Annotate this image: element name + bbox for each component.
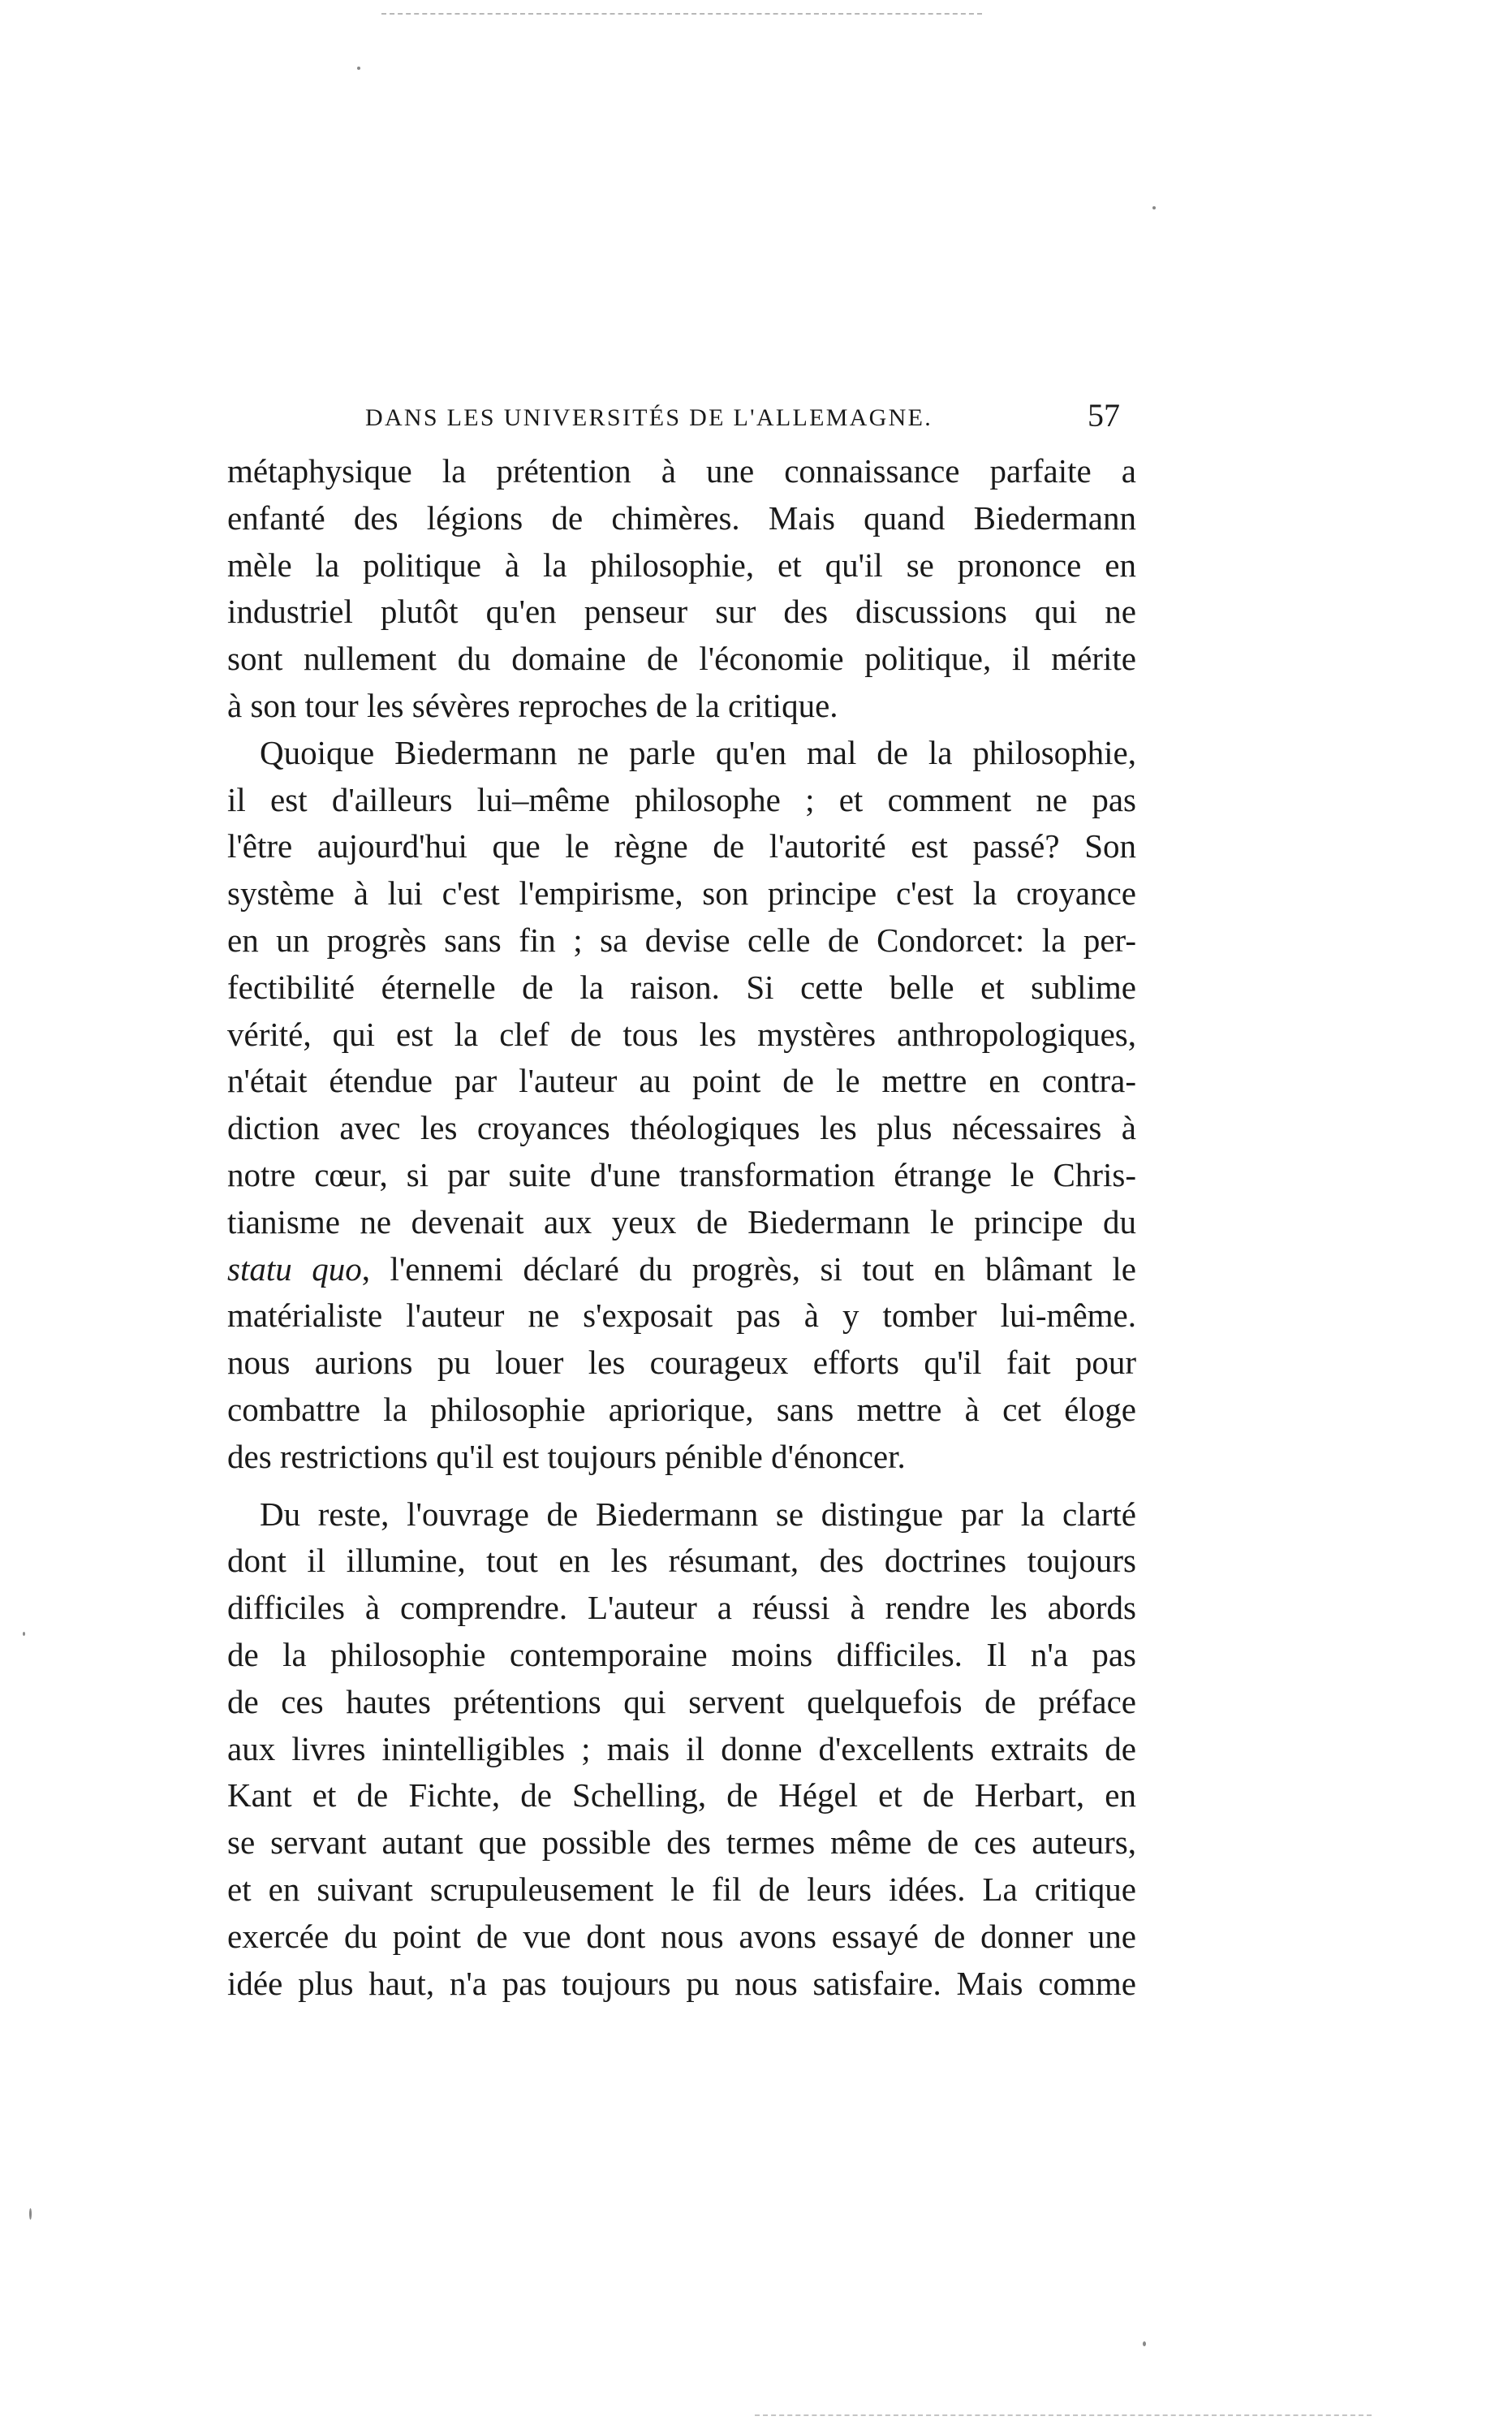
text-line: combattre la philosophie apriorique, sans mettre à cet éloge xyxy=(227,1390,1136,1428)
text-line: nous aurions pu louer les courageux efforts qu'il fait pour xyxy=(227,1344,1136,1382)
text-line: il est d'ailleurs lui–même philosophe ; et comment ne pas xyxy=(227,780,1136,818)
text-line: en un progrès sans fin ; sa devise celle de Condorcet: la per- xyxy=(227,921,1136,959)
line-text: , l'ennemi déclaré du progrès, si tout en blâmant le xyxy=(361,1249,1136,1288)
paragraph xyxy=(227,448,1136,730)
scan-artifact-bottom-rule xyxy=(755,2414,1372,2416)
text-line: Du reste, l'ouvrage de Biedermann se distingue par la clarté xyxy=(260,1495,1136,1533)
scan-speck xyxy=(1143,2341,1146,2346)
text-line: n'était étendue par l'auteur au point de le mettre en contra- xyxy=(227,1062,1136,1100)
paragraph xyxy=(227,1491,1136,2008)
scan-speck xyxy=(357,67,360,70)
italic-phrase: statu quo xyxy=(227,1249,362,1288)
paragraph xyxy=(227,730,1136,1481)
scan-speck xyxy=(23,1632,25,1636)
scan-speck xyxy=(29,2208,32,2220)
text-line: Quoique Biedermann ne parle qu'en mal de la philosophie, xyxy=(260,733,1136,771)
scan-speck xyxy=(1152,206,1156,209)
text-line: exercée du point de vue dont nous avons essayé de donner une xyxy=(227,1917,1136,1955)
body-text xyxy=(227,448,1136,2007)
text-line: aux livres inintelligibles ; mais il donne d'excellents extraits de xyxy=(227,1729,1136,1767)
text-line xyxy=(227,1246,1136,1293)
page-number: 57 xyxy=(1088,397,1120,434)
text-line: de la philosophie contemporaine moins difficiles. Il n'a pas xyxy=(227,1635,1136,1673)
page-header xyxy=(365,396,1120,437)
text-line: difficiles à comprendre. L'auteur a réussi à rendre les abords xyxy=(227,1589,1136,1627)
text-line: tianisme ne devenait aux yeux de Biedermann le principe du xyxy=(227,1202,1136,1241)
text-line: idée plus haut, n'a pas toujours pu nous satisfaire. Mais comme xyxy=(227,1964,1136,2002)
text-line: dont il illumine, tout en les résumant, des doctrines toujours xyxy=(227,1542,1136,1580)
text-line: fectibilité éternelle de la raison. Si cette belle et sublime xyxy=(227,968,1136,1006)
text-line: à son tour les sévères reproches de la critique. xyxy=(227,686,838,724)
text-line: mèle la politique à la philosophie, et qu'il se prononce en xyxy=(227,546,1136,584)
text-line: vérité, qui est la clef de tous les mystères anthropologiques, xyxy=(227,1015,1136,1053)
scan-artifact-top-rule xyxy=(381,13,982,15)
text-line: système à lui c'est l'empirisme, son principe c'est la croyance xyxy=(227,874,1136,913)
running-title: DANS LES UNIVERSITÉS DE L'ALLEMAGNE. xyxy=(365,404,933,431)
text-line: enfanté des légions de chimères. Mais quand Biedermann xyxy=(227,498,1136,537)
text-line: métaphysique la prétention à une connaissance parfaite a xyxy=(227,452,1136,490)
text-line: Kant et de Fichte, de Schelling, de Hégel et de Herbart, en xyxy=(227,1776,1136,1814)
text-line: se servant autant que possible des termes même de ces auteurs, xyxy=(227,1823,1136,1862)
text-line: matérialiste l'auteur ne s'exposait pas à y tomber lui-même. xyxy=(227,1297,1136,1335)
text-line: sont nullement du domaine de l'économie politique, il mérite xyxy=(227,640,1136,678)
text-line: industriel plutôt qu'en penseur sur des discussions qui ne xyxy=(227,593,1136,631)
text-line: et en suivant scrupuleusement le fil de leurs idées. La critique xyxy=(227,1870,1136,1908)
text-line: notre cœur, si par suite d'une transformation étrange le Chris- xyxy=(227,1155,1136,1193)
text-line: de ces hautes prétentions qui servent quelquefois de préface xyxy=(227,1682,1136,1720)
text-line: des restrictions qu'il est toujours pénible d'énoncer. xyxy=(227,1437,906,1475)
text-line: l'être aujourd'hui que le règne de l'autorité est passé? Son xyxy=(227,827,1136,865)
text-line: diction avec les croyances théologiques les plus nécessaires à xyxy=(227,1109,1136,1147)
